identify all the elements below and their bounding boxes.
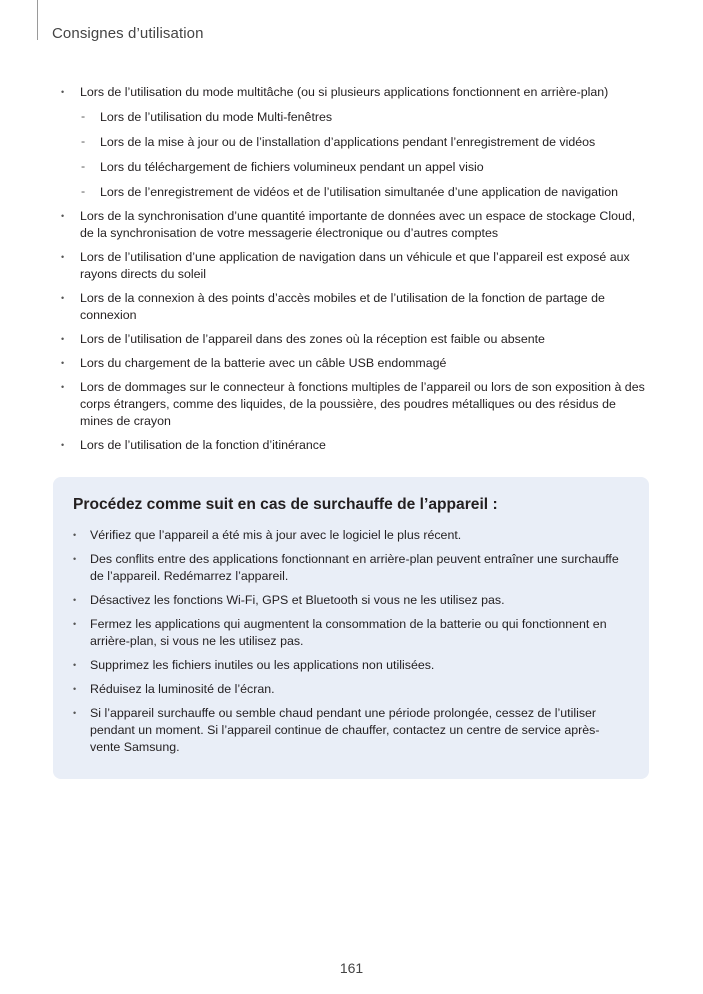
notice-item: • Supprimez les fichiers inutiles ou les applications non utilisées. bbox=[73, 657, 627, 674]
list-item bbox=[60, 84, 650, 201]
notice-item: • Désactivez les fonctions Wi-Fi, GPS et Bluetooth si vous ne les utilisez pas. bbox=[73, 592, 627, 609]
section-title: Consignes d’utilisation bbox=[52, 25, 204, 42]
notice-item: • Des conflits entre des applications fonctionnant en arrière-plan peuvent entraîner une surchauffe de l’appareil. Redémarrez l’appareil. bbox=[73, 551, 627, 585]
sub-list-item: - Lors du téléchargement de fichiers volumineux pendant un appel visio bbox=[80, 159, 650, 176]
sub-list-item: - Lors de l’enregistrement de vidéos et de l’utilisation simultanée d’une application de navigation bbox=[80, 184, 650, 201]
notice-item: • Réduisez la luminosité de l’écran. bbox=[73, 681, 627, 698]
overheating-notice-box bbox=[53, 477, 649, 779]
sub-list-item: - Lors de l’utilisation du mode Multi-fenêtres bbox=[80, 109, 650, 126]
notice-list bbox=[73, 527, 627, 756]
list-item: • Lors de la synchronisation d’une quantité importante de données avec un espace de stockage Cloud, de la synchronisation de votre messagerie électronique ou d’autres comptes bbox=[60, 208, 650, 242]
notice-item: • Fermez les applications qui augmentent la consommation de la batterie ou qui fonctionnent en arrière-plan, si vous ne les utilisez pas. bbox=[73, 616, 627, 650]
notice-title: Procédez comme suit en cas de surchauffe de l’appareil : bbox=[73, 496, 498, 513]
list-item: • Lors de dommages sur le connecteur à fonctions multiples de l’appareil ou lors de son exposition à des corps étrangers, comme des liquides, de la poussière, des poudres métalliques ou des résidus de mines de crayon bbox=[60, 379, 650, 430]
page-number: 161 bbox=[339, 960, 364, 976]
list-item: • Lors de l’utilisation d’une application de navigation dans un véhicule et que l’appareil est exposé aux rayons directs du soleil bbox=[60, 249, 650, 283]
notice-item: • Si l’appareil surchauffe ou semble chaud pendant une période prolongée, cessez de l’utiliser pendant un moment. Si l’appareil continue de chauffer, contactez un centre de service après-vente Samsung. bbox=[73, 705, 627, 756]
multitask-sublist bbox=[80, 109, 650, 201]
conditions-list bbox=[60, 84, 650, 461]
header-side-rule bbox=[37, 0, 38, 40]
list-item: • Lors de l’utilisation de la fonction d’itinérance bbox=[60, 437, 650, 454]
notice-item: • Vérifiez que l’appareil a été mis à jour avec le logiciel le plus récent. bbox=[73, 527, 627, 544]
list-item: • Lors de l’utilisation de l’appareil dans des zones où la réception est faible ou absente bbox=[60, 331, 650, 348]
list-item-text: Lors de l’utilisation du mode multitâche (ou si plusieurs applications fonctionnent en arrière-plan) bbox=[80, 85, 609, 99]
list-item: • Lors de la connexion à des points d’accès mobiles et de l’utilisation de la fonction de partage de connexion bbox=[60, 290, 650, 324]
sub-list-item: - Lors de la mise à jour ou de l’installation d’applications pendant l’enregistrement de vidéos bbox=[80, 134, 650, 151]
list-item: • Lors du chargement de la batterie avec un câble USB endommagé bbox=[60, 355, 650, 372]
